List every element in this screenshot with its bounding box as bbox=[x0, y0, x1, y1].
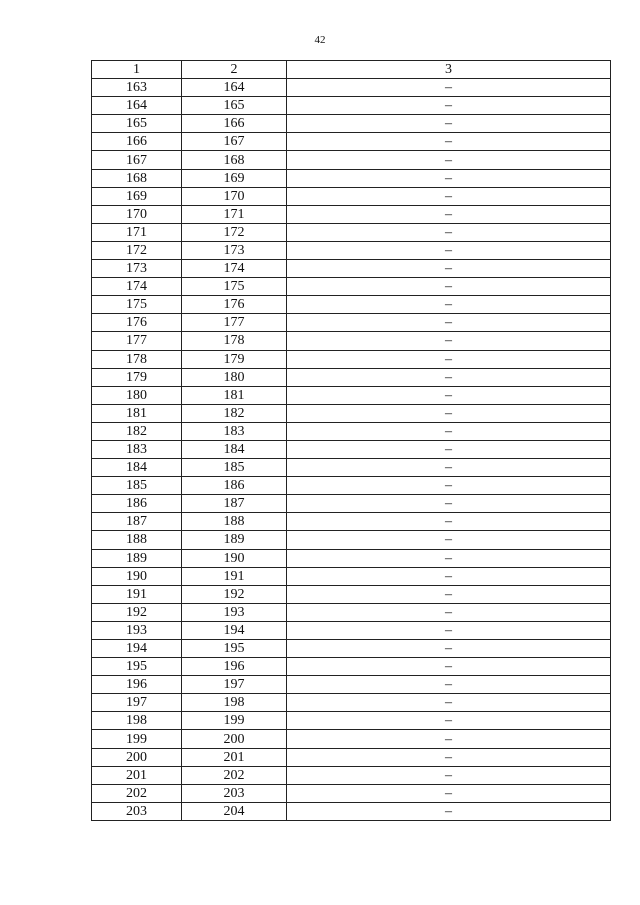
table-cell-col1: 173 bbox=[92, 260, 182, 278]
table-row bbox=[92, 477, 611, 495]
table-row bbox=[92, 278, 611, 296]
table-cell-col2: 202 bbox=[182, 766, 287, 784]
table-row bbox=[92, 332, 611, 350]
table-row bbox=[92, 151, 611, 169]
table-cell-col3: – bbox=[287, 97, 611, 115]
table-cell-col1: 200 bbox=[92, 748, 182, 766]
table-cell-col3: – bbox=[287, 603, 611, 621]
table-row bbox=[92, 223, 611, 241]
table-cell-col1: 182 bbox=[92, 422, 182, 440]
table-cell-col1: 168 bbox=[92, 169, 182, 187]
table-cell-col1: 166 bbox=[92, 133, 182, 151]
table-row bbox=[92, 404, 611, 422]
table-cell-col3: – bbox=[287, 712, 611, 730]
table-cell-col1: 203 bbox=[92, 802, 182, 820]
table-cell-col2: 186 bbox=[182, 477, 287, 495]
table-cell-col1: 193 bbox=[92, 621, 182, 639]
table-cell-col2: 178 bbox=[182, 332, 287, 350]
table-cell-col3: – bbox=[287, 513, 611, 531]
table-cell-col3: – bbox=[287, 223, 611, 241]
table-row bbox=[92, 133, 611, 151]
table-row bbox=[92, 621, 611, 639]
table-cell-col2: 199 bbox=[182, 712, 287, 730]
table-cell-col2: 196 bbox=[182, 658, 287, 676]
table-cell-col1: 175 bbox=[92, 296, 182, 314]
table-cell-col2: 187 bbox=[182, 495, 287, 513]
table-row bbox=[92, 169, 611, 187]
table-row bbox=[92, 296, 611, 314]
table-cell-col3: – bbox=[287, 187, 611, 205]
table-cell-col1: 197 bbox=[92, 694, 182, 712]
table-row bbox=[92, 205, 611, 223]
table-cell-col3: – bbox=[287, 278, 611, 296]
table-cell-col3: – bbox=[287, 422, 611, 440]
table-cell-col2: 177 bbox=[182, 314, 287, 332]
table-cell-col2: 166 bbox=[182, 115, 287, 133]
table-cell-col1: 176 bbox=[92, 314, 182, 332]
table-cell-col2: 164 bbox=[182, 79, 287, 97]
table-row bbox=[92, 730, 611, 748]
table-cell-col3: – bbox=[287, 404, 611, 422]
table-cell-col2: 195 bbox=[182, 640, 287, 658]
table-cell-col3: – bbox=[287, 314, 611, 332]
table-cell-col1: 181 bbox=[92, 404, 182, 422]
table-cell-col1: 192 bbox=[92, 603, 182, 621]
table-cell-col3: – bbox=[287, 440, 611, 458]
table-cell-col2: 181 bbox=[182, 386, 287, 404]
table-cell-col1: 194 bbox=[92, 640, 182, 658]
table-cell-col3: – bbox=[287, 784, 611, 802]
table-cell-col2: 172 bbox=[182, 223, 287, 241]
table-cell-col2: 183 bbox=[182, 422, 287, 440]
table-cell-col2: 203 bbox=[182, 784, 287, 802]
table-cell-col2: 175 bbox=[182, 278, 287, 296]
table-row bbox=[92, 241, 611, 259]
table-cell-col2: 190 bbox=[182, 549, 287, 567]
table-cell-col1: 201 bbox=[92, 766, 182, 784]
table-row bbox=[92, 676, 611, 694]
table-cell-col2: 185 bbox=[182, 459, 287, 477]
table-row bbox=[92, 567, 611, 585]
table-row bbox=[92, 802, 611, 820]
header-row bbox=[92, 61, 611, 79]
table-body bbox=[92, 79, 611, 821]
table-cell-col3: – bbox=[287, 567, 611, 585]
table-cell-col3: – bbox=[287, 495, 611, 513]
table-cell-col1: 164 bbox=[92, 97, 182, 115]
table-cell-col1: 179 bbox=[92, 368, 182, 386]
table-row bbox=[92, 694, 611, 712]
table-cell-col3: – bbox=[287, 531, 611, 549]
table-cell-col1: 172 bbox=[92, 241, 182, 259]
table-row bbox=[92, 314, 611, 332]
table-cell-col2: 193 bbox=[182, 603, 287, 621]
table-cell-col3: – bbox=[287, 350, 611, 368]
table-cell-col2: 167 bbox=[182, 133, 287, 151]
table-row bbox=[92, 712, 611, 730]
table-row bbox=[92, 513, 611, 531]
table-cell-col3: – bbox=[287, 386, 611, 404]
data-table bbox=[91, 60, 611, 821]
table-cell-col2: 188 bbox=[182, 513, 287, 531]
table-cell-col1: 185 bbox=[92, 477, 182, 495]
table-cell-col2: 165 bbox=[182, 97, 287, 115]
table-row bbox=[92, 766, 611, 784]
table-cell-col1: 169 bbox=[92, 187, 182, 205]
table-cell-col1: 184 bbox=[92, 459, 182, 477]
table-cell-col1: 195 bbox=[92, 658, 182, 676]
table-cell-col3: – bbox=[287, 730, 611, 748]
table-cell-col3: – bbox=[287, 549, 611, 567]
table-cell-col1: 183 bbox=[92, 440, 182, 458]
table-row bbox=[92, 260, 611, 278]
table-cell-col2: 204 bbox=[182, 802, 287, 820]
table-cell-col2: 168 bbox=[182, 151, 287, 169]
table-row bbox=[92, 549, 611, 567]
table-cell-col1: 171 bbox=[92, 223, 182, 241]
table-row bbox=[92, 459, 611, 477]
table-cell-col3: – bbox=[287, 748, 611, 766]
table-row bbox=[92, 440, 611, 458]
table-row bbox=[92, 97, 611, 115]
table-cell-col2: 174 bbox=[182, 260, 287, 278]
table-cell-col1: 199 bbox=[92, 730, 182, 748]
table-cell-col1: 178 bbox=[92, 350, 182, 368]
table-cell-col3: – bbox=[287, 151, 611, 169]
table-row bbox=[92, 350, 611, 368]
table-cell-col2: 189 bbox=[182, 531, 287, 549]
table-cell-col3: – bbox=[287, 169, 611, 187]
table-cell-col2: 200 bbox=[182, 730, 287, 748]
table-header bbox=[92, 61, 611, 79]
table-cell-col3: – bbox=[287, 676, 611, 694]
table-cell-col1: 188 bbox=[92, 531, 182, 549]
table-cell-col1: 186 bbox=[92, 495, 182, 513]
table-row bbox=[92, 495, 611, 513]
table-cell-col2: 169 bbox=[182, 169, 287, 187]
table-cell-col2: 197 bbox=[182, 676, 287, 694]
table-cell-col1: 165 bbox=[92, 115, 182, 133]
table-cell-col2: 182 bbox=[182, 404, 287, 422]
table-cell-col1: 170 bbox=[92, 205, 182, 223]
table-cell-col3: – bbox=[287, 477, 611, 495]
table-cell-col3: – bbox=[287, 79, 611, 97]
table-cell-col3: – bbox=[287, 115, 611, 133]
table-cell-col2: 191 bbox=[182, 567, 287, 585]
table-cell-col2: 198 bbox=[182, 694, 287, 712]
table-cell-col1: 174 bbox=[92, 278, 182, 296]
table-cell-col3: – bbox=[287, 621, 611, 639]
table-cell-col1: 187 bbox=[92, 513, 182, 531]
table-cell-col3: – bbox=[287, 332, 611, 350]
table-cell-col1: 163 bbox=[92, 79, 182, 97]
table-row bbox=[92, 640, 611, 658]
table-row bbox=[92, 658, 611, 676]
table-cell-col3: – bbox=[287, 640, 611, 658]
table-row bbox=[92, 368, 611, 386]
table-cell-col2: 173 bbox=[182, 241, 287, 259]
table-cell-col1: 190 bbox=[92, 567, 182, 585]
table-cell-col2: 171 bbox=[182, 205, 287, 223]
table-row bbox=[92, 422, 611, 440]
table-cell-col2: 201 bbox=[182, 748, 287, 766]
table-cell-col1: 191 bbox=[92, 585, 182, 603]
table-row bbox=[92, 79, 611, 97]
table-cell-col1: 180 bbox=[92, 386, 182, 404]
table-row bbox=[92, 386, 611, 404]
table-cell-col3: – bbox=[287, 802, 611, 820]
table-cell-col1: 198 bbox=[92, 712, 182, 730]
table-cell-col3: – bbox=[287, 585, 611, 603]
table-cell-col2: 176 bbox=[182, 296, 287, 314]
table-row bbox=[92, 748, 611, 766]
table-cell-col3: – bbox=[287, 694, 611, 712]
table-cell-col1: 189 bbox=[92, 549, 182, 567]
table-cell-col3: – bbox=[287, 260, 611, 278]
table-row bbox=[92, 603, 611, 621]
table-row bbox=[92, 187, 611, 205]
table-row bbox=[92, 531, 611, 549]
table-cell-col2: 180 bbox=[182, 368, 287, 386]
table-cell-col1: 167 bbox=[92, 151, 182, 169]
table-cell-col3: – bbox=[287, 241, 611, 259]
column-header-2: 2 bbox=[182, 61, 287, 79]
table-cell-col2: 192 bbox=[182, 585, 287, 603]
table-cell-col2: 179 bbox=[182, 350, 287, 368]
table-cell-col1: 196 bbox=[92, 676, 182, 694]
table-cell-col3: – bbox=[287, 766, 611, 784]
table-cell-col3: – bbox=[287, 658, 611, 676]
table-row bbox=[92, 115, 611, 133]
table-cell-col1: 177 bbox=[92, 332, 182, 350]
table-row bbox=[92, 585, 611, 603]
table-cell-col1: 202 bbox=[92, 784, 182, 802]
table-cell-col3: – bbox=[287, 368, 611, 386]
page-number: 42 bbox=[314, 34, 326, 46]
table-cell-col3: – bbox=[287, 459, 611, 477]
table-cell-col2: 184 bbox=[182, 440, 287, 458]
table-cell-col3: – bbox=[287, 133, 611, 151]
table-cell-col3: – bbox=[287, 205, 611, 223]
table-row bbox=[92, 784, 611, 802]
column-header-3: 3 bbox=[287, 61, 611, 79]
table-cell-col3: – bbox=[287, 296, 611, 314]
column-header-1: 1 bbox=[92, 61, 182, 79]
table-cell-col2: 194 bbox=[182, 621, 287, 639]
table-cell-col2: 170 bbox=[182, 187, 287, 205]
